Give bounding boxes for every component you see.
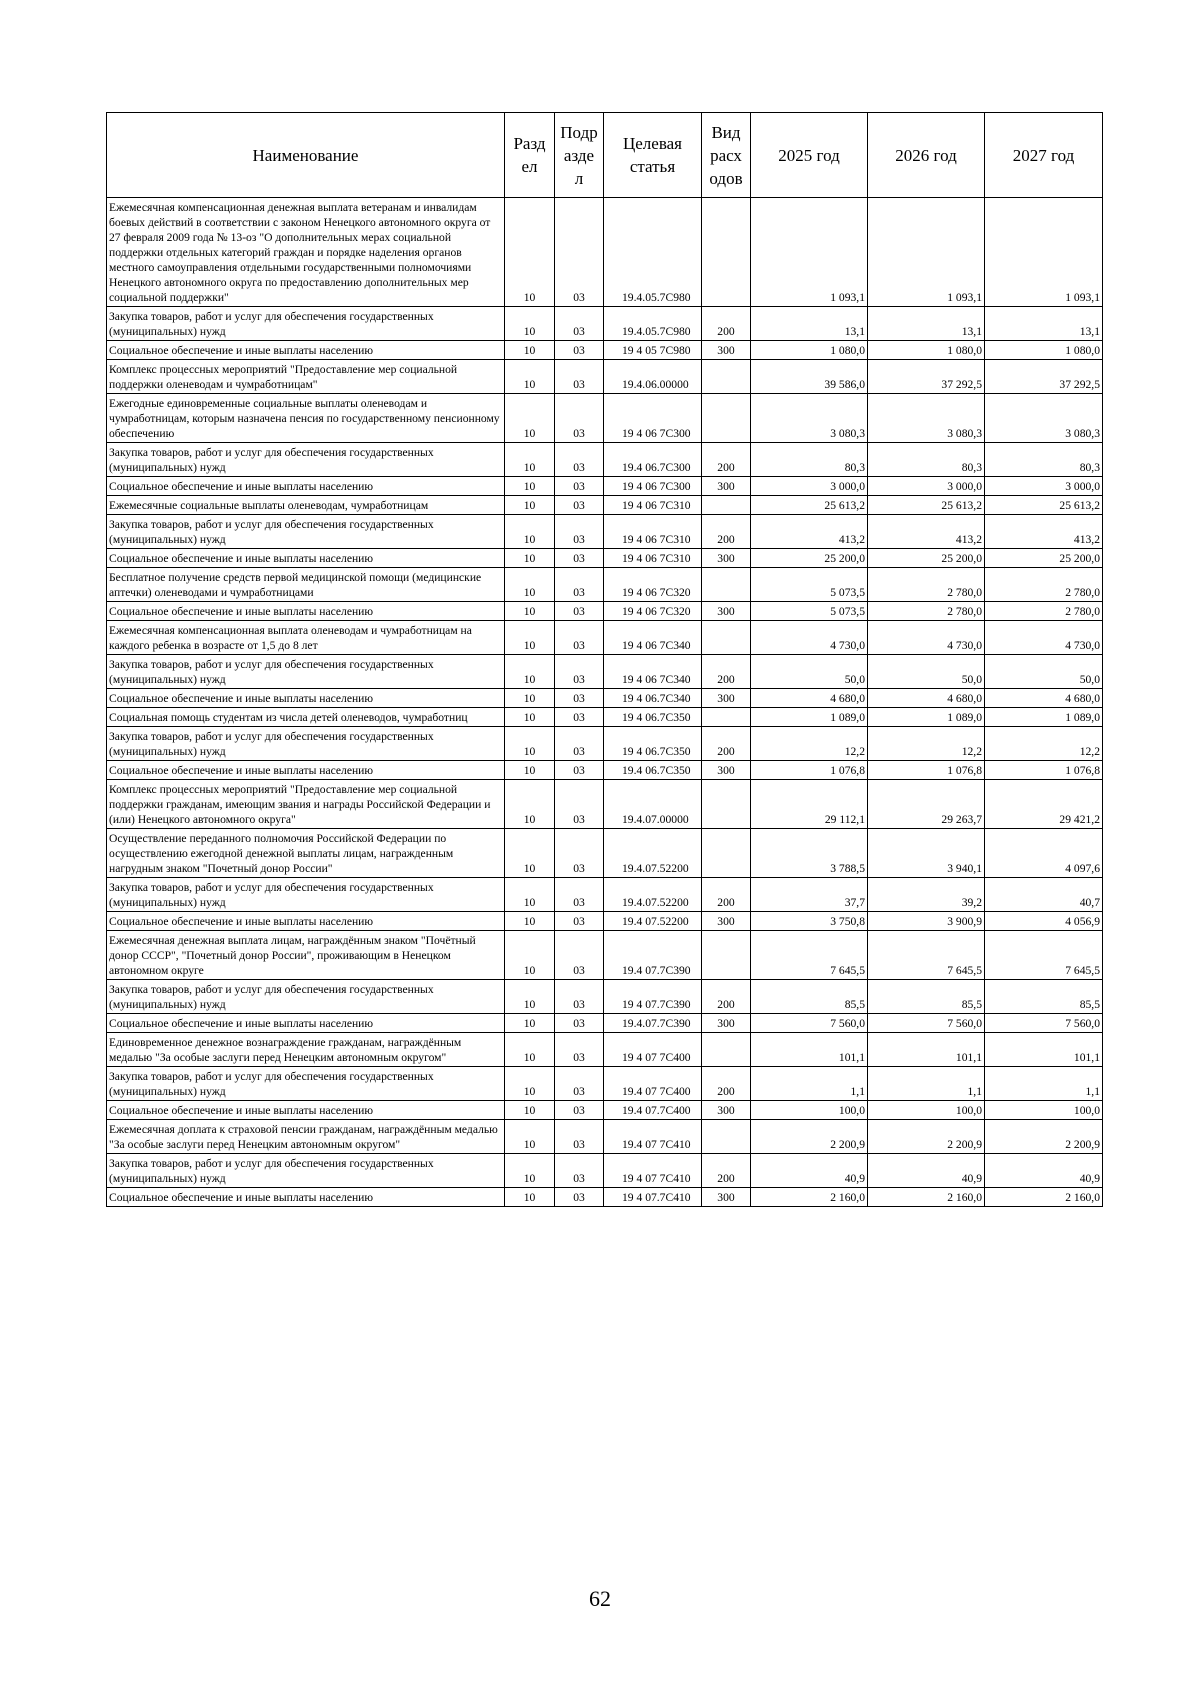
cell-expense-type (702, 1033, 751, 1067)
cell-year-2027: 50,0 (985, 655, 1103, 689)
cell-expense-type: 300 (702, 761, 751, 780)
table-row (107, 1188, 1103, 1207)
cell-year-2027: 4 730,0 (985, 621, 1103, 655)
cell-expense-type: 300 (702, 341, 751, 360)
cell-name: Социальное обеспечение и иные выплаты населению (107, 549, 505, 568)
cell-year-2026: 80,3 (868, 443, 985, 477)
cell-podrazdel: 03 (555, 477, 604, 496)
cell-year-2026: 101,1 (868, 1033, 985, 1067)
cell-year-2025: 101,1 (751, 1033, 868, 1067)
cell-razdel: 10 (505, 549, 555, 568)
cell-year-2026: 50,0 (868, 655, 985, 689)
cell-expense-type: 300 (702, 912, 751, 931)
cell-target-article: 19 4 06 7С320 (604, 602, 702, 621)
cell-year-2025: 7 645,5 (751, 931, 868, 980)
cell-target-article: 19.4.07.00000 (604, 780, 702, 829)
table-row (107, 568, 1103, 602)
cell-podrazdel: 03 (555, 621, 604, 655)
cell-year-2027: 1 080,0 (985, 341, 1103, 360)
cell-target-article: 19 4 05 7С980 (604, 341, 702, 360)
budget-table-container (106, 112, 1102, 1207)
cell-target-article: 19.4.07.52200 (604, 878, 702, 912)
cell-razdel: 10 (505, 980, 555, 1014)
cell-year-2025: 12,2 (751, 727, 868, 761)
cell-year-2026: 7 645,5 (868, 931, 985, 980)
cell-year-2026: 3 000,0 (868, 477, 985, 496)
cell-target-article: 19 4 06 7С310 (604, 549, 702, 568)
cell-year-2025: 7 560,0 (751, 1014, 868, 1033)
cell-target-article: 19 4 07 7С410 (604, 1154, 702, 1188)
cell-podrazdel: 03 (555, 602, 604, 621)
cell-year-2025: 5 073,5 (751, 568, 868, 602)
cell-name: Закупка товаров, работ и услуг для обеспечения государственных (муниципальных) нужд (107, 727, 505, 761)
cell-year-2026: 3 900,9 (868, 912, 985, 931)
cell-podrazdel: 03 (555, 549, 604, 568)
header-year-2027: 2027 год (985, 113, 1103, 198)
cell-year-2026: 25 613,2 (868, 496, 985, 515)
cell-razdel: 10 (505, 477, 555, 496)
cell-year-2027: 4 680,0 (985, 689, 1103, 708)
cell-target-article: 19 4 06 7С310 (604, 496, 702, 515)
table-row (107, 912, 1103, 931)
cell-year-2025: 39 586,0 (751, 360, 868, 394)
cell-name: Комплекс процессных мероприятий "Предоставление мер социальной поддержки оленеводам и чумработницам" (107, 360, 505, 394)
cell-razdel: 10 (505, 568, 555, 602)
cell-year-2026: 25 200,0 (868, 549, 985, 568)
cell-expense-type (702, 780, 751, 829)
cell-razdel: 10 (505, 1014, 555, 1033)
cell-year-2026: 4 680,0 (868, 689, 985, 708)
cell-year-2027: 3 080,3 (985, 394, 1103, 443)
cell-year-2025: 85,5 (751, 980, 868, 1014)
cell-name: Социальное обеспечение и иные выплаты населению (107, 912, 505, 931)
cell-year-2025: 1,1 (751, 1067, 868, 1101)
cell-target-article: 19.4.05.7С980 (604, 198, 702, 307)
table-row (107, 980, 1103, 1014)
table-row (107, 341, 1103, 360)
cell-podrazdel: 03 (555, 360, 604, 394)
cell-expense-type (702, 829, 751, 878)
cell-year-2025: 2 160,0 (751, 1188, 868, 1207)
table-row (107, 931, 1103, 980)
cell-name: Ежемесячная денежная выплата лицам, награждённым знаком "Почётный донор СССР", "Почетный донор России", проживающим в Ненецком автономном округе (107, 931, 505, 980)
cell-year-2027: 3 000,0 (985, 477, 1103, 496)
cell-expense-type: 300 (702, 1014, 751, 1033)
cell-target-article: 19 4 06 7С310 (604, 515, 702, 549)
cell-razdel: 10 (505, 602, 555, 621)
cell-razdel: 10 (505, 1188, 555, 1207)
cell-target-article: 19 4 06.7С350 (604, 727, 702, 761)
cell-year-2025: 37,7 (751, 878, 868, 912)
cell-year-2025: 1 080,0 (751, 341, 868, 360)
cell-year-2025: 50,0 (751, 655, 868, 689)
cell-razdel: 10 (505, 878, 555, 912)
cell-name: Закупка товаров, работ и услуг для обеспечения государственных (муниципальных) нужд (107, 1154, 505, 1188)
cell-expense-type: 200 (702, 515, 751, 549)
cell-expense-type: 300 (702, 477, 751, 496)
cell-year-2027: 2 200,9 (985, 1120, 1103, 1154)
cell-expense-type: 200 (702, 878, 751, 912)
cell-year-2026: 1 080,0 (868, 341, 985, 360)
cell-expense-type: 300 (702, 689, 751, 708)
cell-razdel: 10 (505, 1067, 555, 1101)
cell-razdel: 10 (505, 621, 555, 655)
cell-target-article: 19 4 07.7С390 (604, 980, 702, 1014)
cell-target-article: 19.4 07.7С390 (604, 931, 702, 980)
cell-year-2026: 2 160,0 (868, 1188, 985, 1207)
cell-year-2027: 4 056,9 (985, 912, 1103, 931)
table-row (107, 1120, 1103, 1154)
cell-year-2027: 2 780,0 (985, 602, 1103, 621)
cell-expense-type: 200 (702, 307, 751, 341)
header-razdel: Разд ел (505, 113, 555, 198)
table-row (107, 1067, 1103, 1101)
cell-expense-type: 200 (702, 980, 751, 1014)
cell-podrazdel: 03 (555, 980, 604, 1014)
table-row (107, 477, 1103, 496)
cell-year-2027: 1 093,1 (985, 198, 1103, 307)
cell-year-2025: 40,9 (751, 1154, 868, 1188)
header-expense-type: Вид расх одов (702, 113, 751, 198)
cell-razdel: 10 (505, 307, 555, 341)
cell-name: Комплекс процессных мероприятий "Предоставление мер социальной поддержки гражданам, имеющим звания и награды Российской Федерации и (или) Ненецкого автономного округа" (107, 780, 505, 829)
cell-expense-type: 300 (702, 1101, 751, 1120)
table-row (107, 621, 1103, 655)
cell-target-article: 19.4.06.00000 (604, 360, 702, 394)
cell-razdel: 10 (505, 496, 555, 515)
cell-name: Закупка товаров, работ и услуг для обеспечения государственных (муниципальных) нужд (107, 515, 505, 549)
cell-razdel: 10 (505, 1033, 555, 1067)
cell-podrazdel: 03 (555, 1188, 604, 1207)
cell-year-2027: 85,5 (985, 980, 1103, 1014)
cell-target-article: 19.4 07.52200 (604, 912, 702, 931)
cell-razdel: 10 (505, 931, 555, 980)
cell-target-article: 19.4.07.7С390 (604, 1014, 702, 1033)
cell-expense-type (702, 198, 751, 307)
header-year-2025: 2025 год (751, 113, 868, 198)
cell-podrazdel: 03 (555, 307, 604, 341)
cell-podrazdel: 03 (555, 443, 604, 477)
cell-year-2026: 1 089,0 (868, 708, 985, 727)
cell-name: Социальное обеспечение и иные выплаты населению (107, 761, 505, 780)
cell-name: Социальное обеспечение и иные выплаты населению (107, 602, 505, 621)
cell-name: Ежемесячные социальные выплаты оленеводам, чумработницам (107, 496, 505, 515)
table-row (107, 727, 1103, 761)
cell-year-2027: 101,1 (985, 1033, 1103, 1067)
cell-razdel: 10 (505, 708, 555, 727)
cell-target-article: 19 4 06 7С320 (604, 568, 702, 602)
cell-year-2026: 85,5 (868, 980, 985, 1014)
table-row (107, 1014, 1103, 1033)
cell-razdel: 10 (505, 829, 555, 878)
table-row (107, 689, 1103, 708)
cell-razdel: 10 (505, 394, 555, 443)
cell-razdel: 10 (505, 1101, 555, 1120)
cell-name: Социальное обеспечение и иные выплаты населению (107, 477, 505, 496)
cell-year-2025: 413,2 (751, 515, 868, 549)
cell-year-2026: 2 200,9 (868, 1120, 985, 1154)
cell-razdel: 10 (505, 780, 555, 829)
cell-target-article: 19.4.07.52200 (604, 829, 702, 878)
cell-year-2027: 1,1 (985, 1067, 1103, 1101)
cell-year-2025: 5 073,5 (751, 602, 868, 621)
cell-expense-type: 300 (702, 1188, 751, 1207)
cell-razdel: 10 (505, 515, 555, 549)
cell-name: Закупка товаров, работ и услуг для обеспечения государственных (муниципальных) нужд (107, 980, 505, 1014)
table-row (107, 1033, 1103, 1067)
cell-name: Социальное обеспечение и иные выплаты населению (107, 1014, 505, 1033)
table-row (107, 1154, 1103, 1188)
header-year-2026: 2026 год (868, 113, 985, 198)
cell-expense-type (702, 931, 751, 980)
cell-name: Бесплатное получение средств первой медицинской помощи (медицинские аптечки) оленеводами и чумработницами (107, 568, 505, 602)
budget-table (106, 112, 1103, 1207)
cell-year-2026: 3 940,1 (868, 829, 985, 878)
cell-year-2027: 80,3 (985, 443, 1103, 477)
cell-podrazdel: 03 (555, 878, 604, 912)
cell-name: Ежемесячная доплата к страховой пенсии гражданам, награждённым медалью "За особые заслуги перед Ненецким автономным округом" (107, 1120, 505, 1154)
cell-year-2025: 80,3 (751, 443, 868, 477)
cell-year-2025: 4 730,0 (751, 621, 868, 655)
cell-year-2026: 40,9 (868, 1154, 985, 1188)
cell-target-article: 19.4 07 7С400 (604, 1067, 702, 1101)
cell-razdel: 10 (505, 198, 555, 307)
cell-name: Социальное обеспечение и иные выплаты населению (107, 689, 505, 708)
cell-podrazdel: 03 (555, 198, 604, 307)
cell-target-article: 19 4 06.7С340 (604, 689, 702, 708)
cell-year-2025: 13,1 (751, 307, 868, 341)
cell-razdel: 10 (505, 1120, 555, 1154)
cell-year-2026: 39,2 (868, 878, 985, 912)
table-row (107, 602, 1103, 621)
cell-year-2025: 4 680,0 (751, 689, 868, 708)
cell-target-article: 19.4 06.7С300 (604, 443, 702, 477)
cell-podrazdel: 03 (555, 1014, 604, 1033)
cell-year-2025: 3 788,5 (751, 829, 868, 878)
cell-razdel: 10 (505, 360, 555, 394)
cell-year-2027: 100,0 (985, 1101, 1103, 1120)
cell-year-2025: 3 000,0 (751, 477, 868, 496)
cell-podrazdel: 03 (555, 761, 604, 780)
cell-year-2027: 12,2 (985, 727, 1103, 761)
cell-expense-type (702, 621, 751, 655)
cell-target-article: 19 4 06 7С340 (604, 655, 702, 689)
cell-expense-type (702, 708, 751, 727)
cell-name: Социальное обеспечение и иные выплаты населению (107, 341, 505, 360)
cell-razdel: 10 (505, 912, 555, 931)
cell-year-2026: 1 093,1 (868, 198, 985, 307)
cell-razdel: 10 (505, 341, 555, 360)
table-body (107, 198, 1103, 1207)
cell-name: Осуществление переданного полномочия Российской Федерации по осуществлению ежегодной денежной выплаты лицам, награжденным нагрудным знаком "Почетный донор России" (107, 829, 505, 878)
cell-expense-type (702, 568, 751, 602)
cell-razdel: 10 (505, 689, 555, 708)
cell-year-2026: 2 780,0 (868, 568, 985, 602)
cell-year-2027: 37 292,5 (985, 360, 1103, 394)
cell-year-2027: 29 421,2 (985, 780, 1103, 829)
cell-podrazdel: 03 (555, 1120, 604, 1154)
cell-target-article: 19.4 07.7С400 (604, 1101, 702, 1120)
cell-year-2026: 29 263,7 (868, 780, 985, 829)
table-row (107, 360, 1103, 394)
cell-podrazdel: 03 (555, 780, 604, 829)
cell-podrazdel: 03 (555, 1033, 604, 1067)
cell-razdel: 10 (505, 443, 555, 477)
cell-name: Закупка товаров, работ и услуг для обеспечения государственных (муниципальных) нужд (107, 1067, 505, 1101)
cell-expense-type (702, 394, 751, 443)
header-target-article: Целевая статья (604, 113, 702, 198)
cell-year-2026: 12,2 (868, 727, 985, 761)
cell-year-2026: 4 730,0 (868, 621, 985, 655)
table-row (107, 198, 1103, 307)
cell-podrazdel: 03 (555, 708, 604, 727)
header-podrazdel: Подр азде л (555, 113, 604, 198)
cell-name: Закупка товаров, работ и услуг для обеспечения государственных (муниципальных) нужд (107, 307, 505, 341)
cell-podrazdel: 03 (555, 912, 604, 931)
cell-year-2025: 1 089,0 (751, 708, 868, 727)
cell-expense-type: 200 (702, 1154, 751, 1188)
cell-podrazdel: 03 (555, 931, 604, 980)
table-row (107, 443, 1103, 477)
cell-podrazdel: 03 (555, 1154, 604, 1188)
cell-podrazdel: 03 (555, 515, 604, 549)
cell-target-article: 19 4 07.7С410 (604, 1188, 702, 1207)
cell-year-2027: 40,9 (985, 1154, 1103, 1188)
cell-expense-type: 200 (702, 443, 751, 477)
cell-year-2027: 2 160,0 (985, 1188, 1103, 1207)
table-row (107, 496, 1103, 515)
cell-podrazdel: 03 (555, 689, 604, 708)
table-row (107, 394, 1103, 443)
cell-razdel: 10 (505, 655, 555, 689)
cell-year-2026: 100,0 (868, 1101, 985, 1120)
cell-year-2026: 7 560,0 (868, 1014, 985, 1033)
table-row (107, 549, 1103, 568)
table-row (107, 878, 1103, 912)
cell-target-article: 19 4 06 7С300 (604, 394, 702, 443)
table-row (107, 515, 1103, 549)
cell-expense-type: 300 (702, 549, 751, 568)
cell-name: Ежемесячная компенсационная денежная выплата ветеранам и инвалидам боевых действий в соответствии с законом Ненецкого автономного округа от 27 февраля 2009 года № 13-оз "О дополнительных мерах социальной поддержки отдельных категорий граждан и порядке наделения органов местного самоуправления отдельными государственными полномочиями Ненецкого автономного округа по предоставлению дополнительных мер социальной поддержки" (107, 198, 505, 307)
cell-year-2027: 1 076,8 (985, 761, 1103, 780)
cell-year-2026: 37 292,5 (868, 360, 985, 394)
cell-year-2026: 1,1 (868, 1067, 985, 1101)
cell-name: Ежемесячная компенсационная выплата оленеводам и чумработницам на каждого ребенка в возрасте от 1,5 до 8 лет (107, 621, 505, 655)
table-row (107, 761, 1103, 780)
cell-year-2027: 1 089,0 (985, 708, 1103, 727)
cell-year-2025: 1 093,1 (751, 198, 868, 307)
cell-razdel: 10 (505, 761, 555, 780)
cell-year-2025: 25 613,2 (751, 496, 868, 515)
cell-target-article: 19 4 06 7С300 (604, 477, 702, 496)
cell-target-article: 19 4 06.7С350 (604, 708, 702, 727)
cell-name: Единовременное денежное вознаграждение гражданам, награждённым медалью "За особые заслуги перед Ненецким автономным округом" (107, 1033, 505, 1067)
cell-target-article: 19 4 07 7С400 (604, 1033, 702, 1067)
cell-year-2026: 2 780,0 (868, 602, 985, 621)
cell-podrazdel: 03 (555, 1067, 604, 1101)
cell-expense-type (702, 496, 751, 515)
cell-target-article: 19.4 07 7С410 (604, 1120, 702, 1154)
cell-expense-type: 200 (702, 727, 751, 761)
table-row (107, 655, 1103, 689)
table-row (107, 307, 1103, 341)
cell-year-2027: 7 560,0 (985, 1014, 1103, 1033)
cell-year-2025: 25 200,0 (751, 549, 868, 568)
cell-year-2027: 2 780,0 (985, 568, 1103, 602)
cell-year-2025: 3 750,8 (751, 912, 868, 931)
cell-podrazdel: 03 (555, 568, 604, 602)
cell-podrazdel: 03 (555, 394, 604, 443)
cell-podrazdel: 03 (555, 341, 604, 360)
cell-year-2026: 1 076,8 (868, 761, 985, 780)
cell-year-2026: 413,2 (868, 515, 985, 549)
header-name: Наименование (107, 113, 505, 198)
cell-name: Ежегодные единовременные социальные выплаты оленеводам и чумработницам, которым назначена пенсия по государственному пенсионному обеспечению (107, 394, 505, 443)
table-row (107, 829, 1103, 878)
cell-year-2027: 13,1 (985, 307, 1103, 341)
cell-name: Социальная помощь студентам из числа детей оленеводов, чумработниц (107, 708, 505, 727)
cell-target-article: 19.4 06.7С350 (604, 761, 702, 780)
cell-year-2025: 100,0 (751, 1101, 868, 1120)
cell-name: Социальное обеспечение и иные выплаты населению (107, 1101, 505, 1120)
table-row (107, 708, 1103, 727)
table-row (107, 780, 1103, 829)
cell-podrazdel: 03 (555, 1101, 604, 1120)
cell-year-2027: 4 097,6 (985, 829, 1103, 878)
cell-podrazdel: 03 (555, 829, 604, 878)
cell-target-article: 19 4 06 7С340 (604, 621, 702, 655)
cell-target-article: 19.4.05.7С980 (604, 307, 702, 341)
cell-year-2026: 3 080,3 (868, 394, 985, 443)
cell-year-2027: 413,2 (985, 515, 1103, 549)
cell-expense-type: 300 (702, 602, 751, 621)
cell-podrazdel: 03 (555, 655, 604, 689)
cell-year-2025: 3 080,3 (751, 394, 868, 443)
cell-year-2027: 40,7 (985, 878, 1103, 912)
cell-year-2027: 25 200,0 (985, 549, 1103, 568)
cell-expense-type (702, 360, 751, 394)
cell-name: Закупка товаров, работ и услуг для обеспечения государственных (муниципальных) нужд (107, 878, 505, 912)
table-row (107, 1101, 1103, 1120)
cell-podrazdel: 03 (555, 496, 604, 515)
cell-expense-type: 200 (702, 1067, 751, 1101)
table-header-row (107, 113, 1103, 198)
cell-year-2027: 25 613,2 (985, 496, 1103, 515)
page-number: 62 (589, 1586, 611, 1611)
cell-name: Закупка товаров, работ и услуг для обеспечения государственных (муниципальных) нужд (107, 443, 505, 477)
cell-name: Закупка товаров, работ и услуг для обеспечения государственных (муниципальных) нужд (107, 655, 505, 689)
cell-year-2025: 29 112,1 (751, 780, 868, 829)
cell-year-2025: 2 200,9 (751, 1120, 868, 1154)
cell-name: Социальное обеспечение и иные выплаты населению (107, 1188, 505, 1207)
cell-year-2025: 1 076,8 (751, 761, 868, 780)
cell-expense-type: 200 (702, 655, 751, 689)
cell-podrazdel: 03 (555, 727, 604, 761)
cell-year-2027: 7 645,5 (985, 931, 1103, 980)
cell-razdel: 10 (505, 727, 555, 761)
cell-year-2026: 13,1 (868, 307, 985, 341)
cell-expense-type (702, 1120, 751, 1154)
cell-razdel: 10 (505, 1154, 555, 1188)
